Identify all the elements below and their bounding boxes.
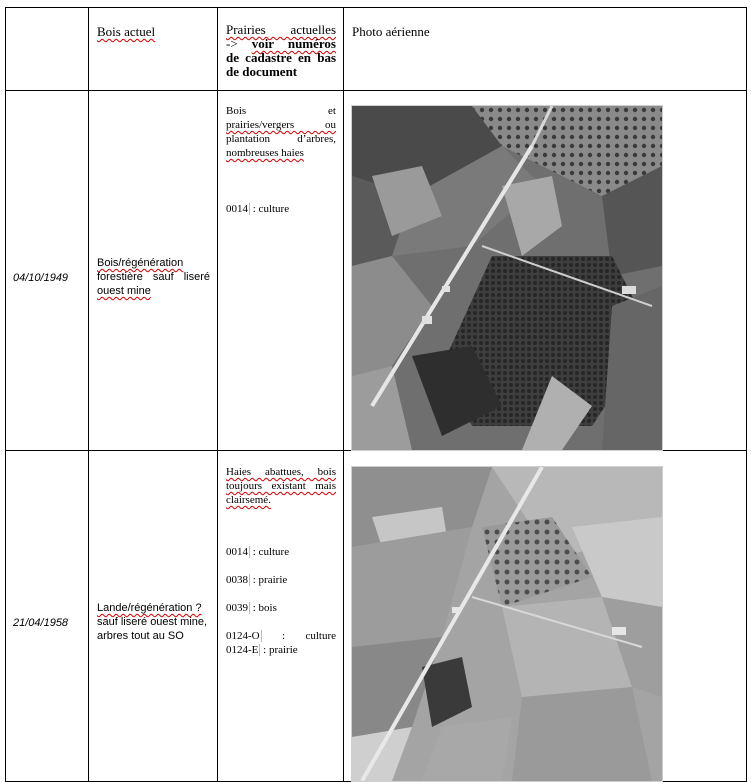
row-1-meadow-line: Bois et (226, 105, 336, 117)
table-border-left (5, 7, 6, 782)
row-1-parcel (226, 202, 336, 216)
row-2-meadow-line: toujours existant mais (226, 480, 336, 492)
row-2-wood-line: arbres tout au SO (97, 630, 184, 642)
parcel-use: : culture (252, 546, 290, 558)
header-meadow-arrow: -> (226, 36, 238, 51)
row-1-meadow-line: plantation d’arbres, (226, 133, 336, 145)
parcel-use: : prairie (263, 644, 298, 656)
header-meadow-text: Prairies actuelles (226, 22, 336, 37)
row-2-parcel (226, 573, 336, 587)
parcel-use: : bois (252, 602, 277, 614)
row-2-meadow-line: Haies abattues, bois (226, 466, 336, 478)
row-1-meadow-line: prairies/vergers ou (226, 119, 336, 131)
aerial-photo-1958 (351, 466, 663, 782)
parcel-number: 0124-O (226, 630, 260, 642)
row-1-wood-line: Bois/régénération (97, 257, 184, 269)
table-border-top (5, 7, 747, 8)
row-1-date: 04/10/1949 (13, 272, 69, 284)
row-2-wood-line: sauf liseré ouest mine, (97, 616, 208, 628)
row-2-meadow-line: clairsemé. (226, 494, 271, 506)
parcel-use: : prairie (252, 574, 288, 586)
header-meadow-bold1: voir numéros (251, 36, 336, 51)
header-meadow-bold2: de cadastre en bas (226, 50, 336, 65)
parcel-use: : culture (252, 203, 290, 215)
parcel-number: 0014 (226, 203, 248, 215)
row-2-parcel (226, 601, 336, 615)
table-row-divider (5, 90, 747, 91)
parcel-use: : culture (282, 630, 336, 642)
row-1-wood (97, 256, 210, 298)
header-meadow-bold3: de document (226, 64, 298, 79)
row-1-wood-line: ouest mine (97, 285, 151, 297)
inventory-table (5, 7, 747, 782)
row-2-date: 21/04/1958 (13, 617, 69, 629)
table-column-divider (343, 7, 344, 782)
row-1-wood-line: forestière sauf liseré (97, 271, 210, 283)
row-2-parcel (226, 643, 336, 657)
parcel-number: 0039 (226, 602, 248, 614)
row-2-meadow (226, 465, 336, 657)
row-2-wood (97, 601, 215, 643)
parcel-number: 0014 (226, 546, 248, 558)
header-wood-label: Bois actuel (97, 24, 156, 39)
aerial-photo-1949 (351, 105, 663, 451)
header-meadow-line1 (226, 23, 336, 37)
row-1-meadow-line: nombreuses haies (226, 147, 304, 159)
row-1-meadow (226, 104, 336, 216)
header-meadow (226, 23, 336, 79)
table-border-right (746, 7, 747, 782)
row-2-wood-line: Lande/régénération ? (97, 602, 202, 614)
table-column-divider (88, 7, 89, 782)
header-meadow-line2 (226, 37, 336, 51)
row-2-parcel (226, 545, 336, 559)
header-photo-label: Photo aérienne (352, 24, 430, 39)
row-2-parcel (226, 629, 336, 643)
parcel-number: 0038 (226, 574, 248, 586)
header-photo (352, 25, 430, 39)
header-wood (97, 25, 155, 39)
table-column-divider (217, 7, 218, 782)
parcel-number: 0124-E (226, 644, 259, 656)
